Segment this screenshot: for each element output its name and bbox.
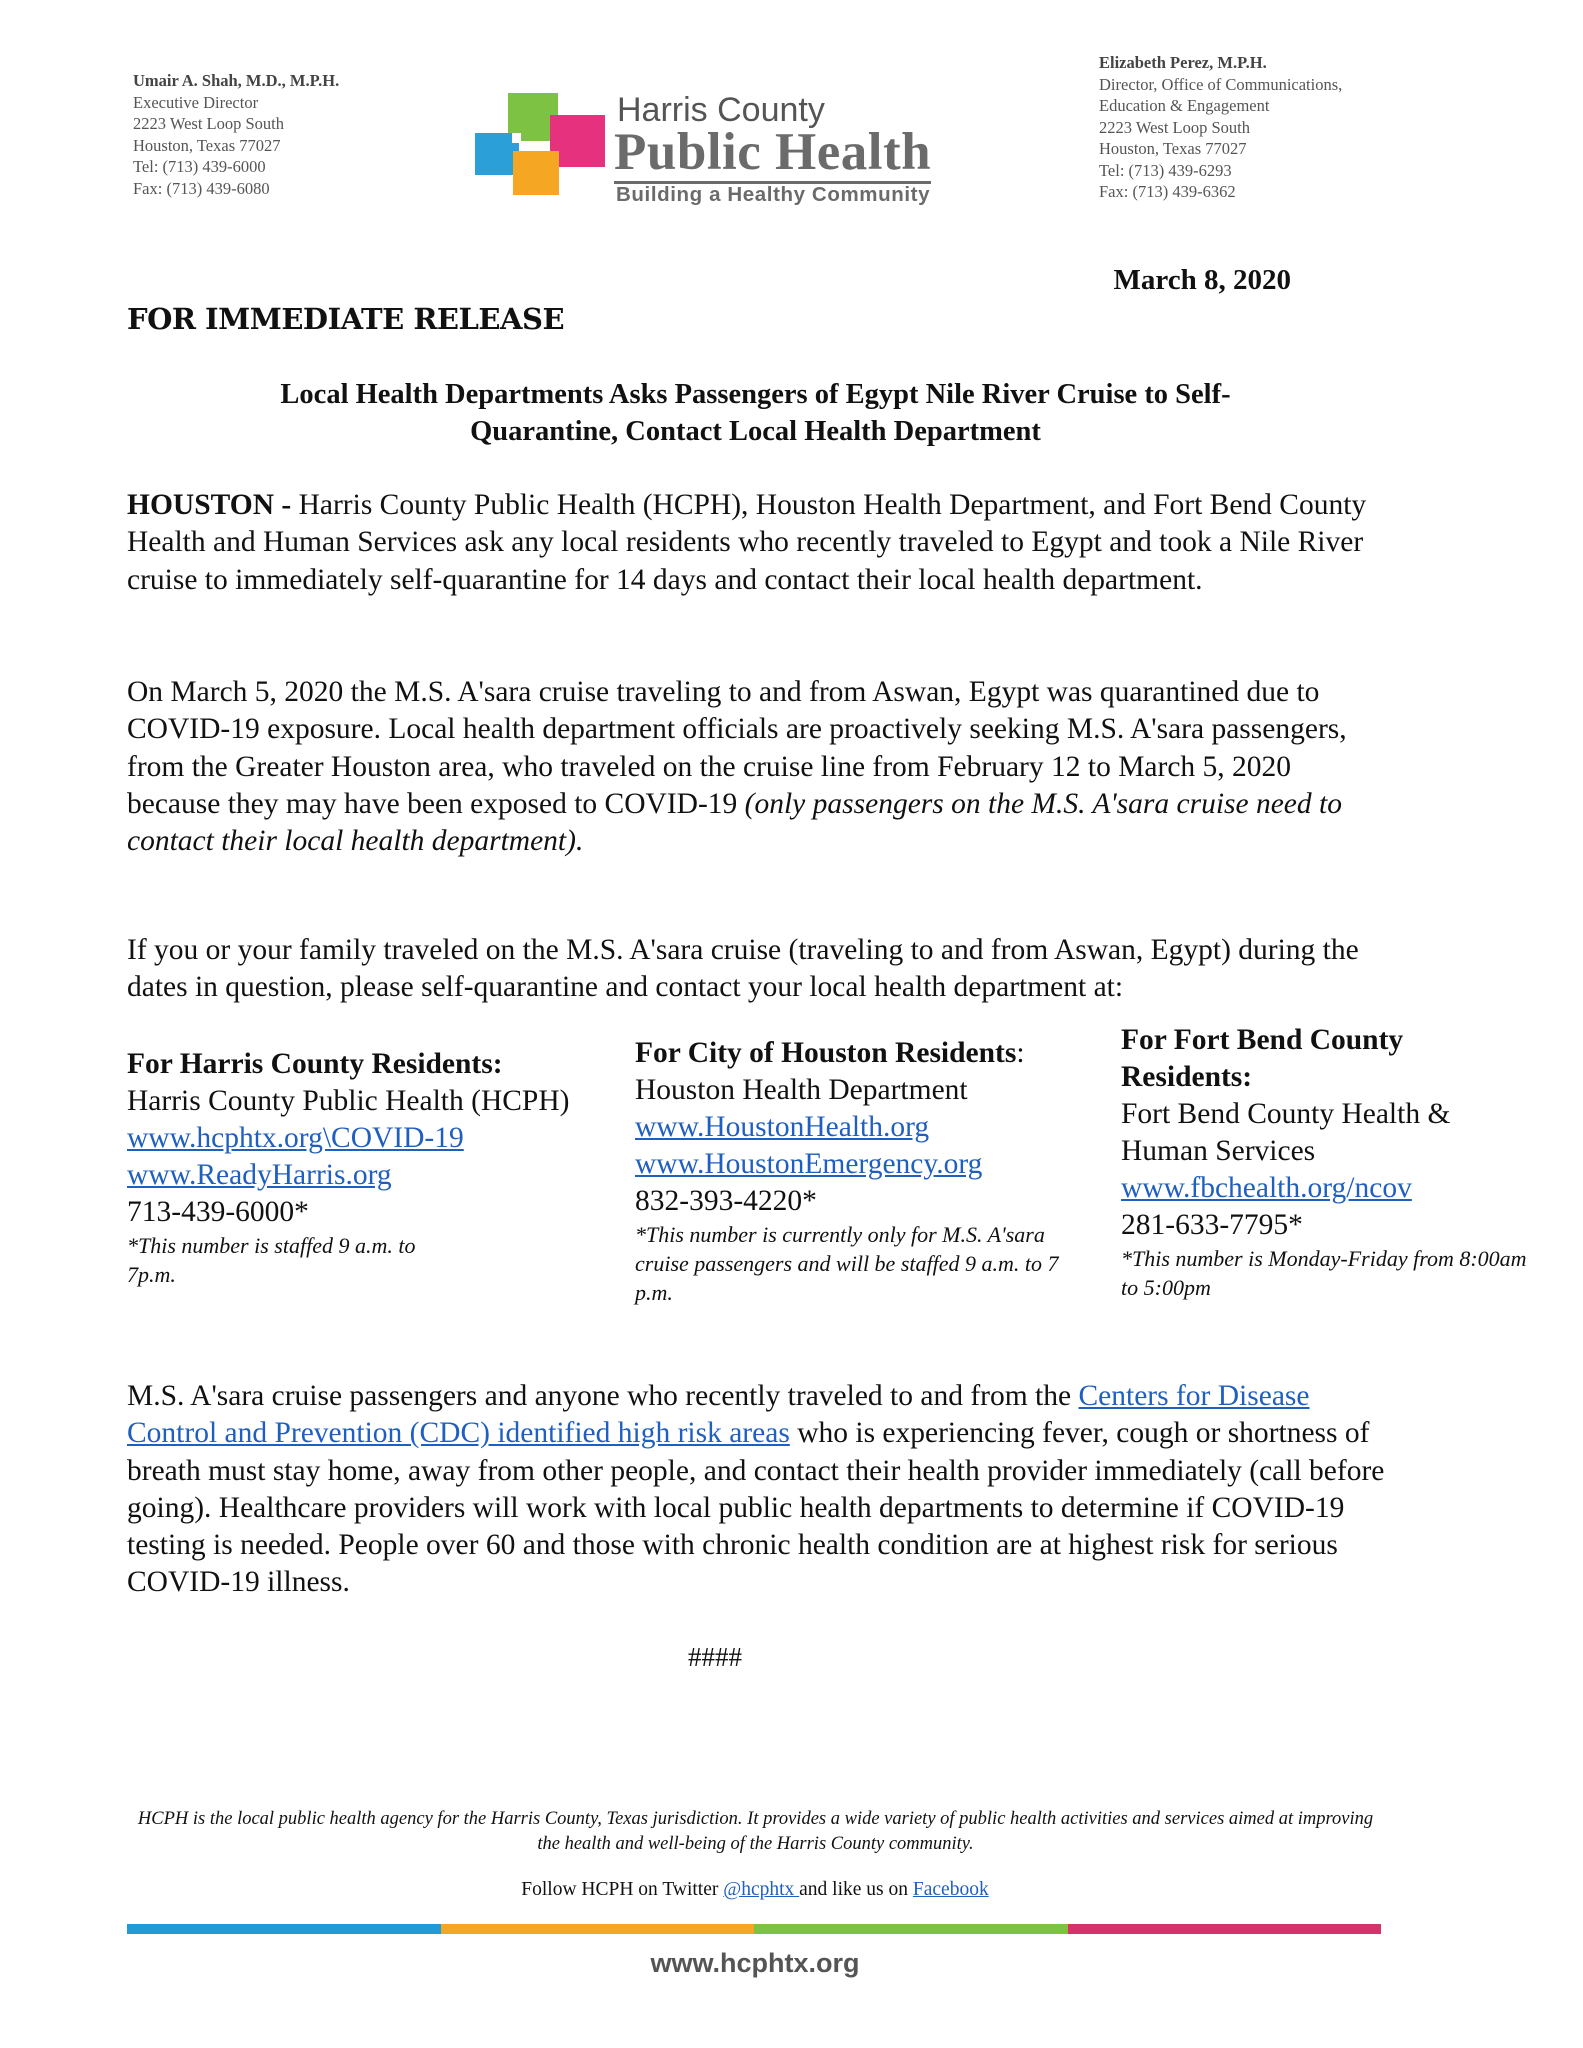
footer-website: www.hcphtx.org xyxy=(650,1948,860,1978)
houston-contact-column xyxy=(635,1035,1075,1307)
column-heading: For City of Houston Residents xyxy=(635,1037,1017,1069)
follow-text: Follow HCPH on Twitter xyxy=(521,1879,724,1900)
communications-director-contact xyxy=(1099,52,1342,203)
column-org: Fort Bend County Health & Human Services xyxy=(1121,1098,1451,1167)
logo-harris-county: Harris County xyxy=(617,91,825,129)
hcph-logo-icon xyxy=(475,93,613,199)
contact-name: Elizabeth Perez, M.P.H. xyxy=(1099,53,1267,72)
release-date: March 8, 2020 xyxy=(1113,264,1291,296)
contact-line: Houston, Texas 77027 xyxy=(1099,139,1247,158)
color-bar-segment xyxy=(441,1924,755,1934)
logo-tagline: Building a Healthy Community xyxy=(616,183,931,206)
footer-color-bar xyxy=(127,1924,1381,1934)
footer-agency-note: HCPH is the local public health agency for the Harris County, Texas jurisdiction. It provides a wide variety of public health activities and services aimed at improving the health and well-being of the Harris County community. xyxy=(137,1809,1374,1854)
intro-paragraph xyxy=(127,487,1387,599)
contact-line: Education & Engagement xyxy=(1099,96,1270,115)
column-phone: 713-439-6000* xyxy=(127,1196,309,1228)
cdc-high-risk-areas-link[interactable]: Centers for Disease Control and Prevention (CDC) identified high risk areas xyxy=(127,1380,1310,1450)
column-phone: 832-393-4220* xyxy=(635,1185,817,1217)
houstonhealth-link[interactable]: www.HoustonHealth.org xyxy=(635,1111,930,1143)
color-bar-segment xyxy=(127,1924,441,1934)
release-label: FOR IMMEDIATE RELEASE xyxy=(127,302,565,336)
logo-orange-square xyxy=(513,151,559,195)
contact-line: Director, Office of Communications, xyxy=(1099,74,1343,94)
contact-line: 2223 West Loop South xyxy=(1099,117,1250,137)
end-mark: #### xyxy=(688,1642,742,1672)
paragraph-text: On March 5, 2020 the M.S. A'sara cruise traveling to and from Aswan, Egypt was quarantined due to COVID-19 exposure. Local health department officials are proactively seeking M.S. A'sara passengers, from the Greater Houston area, who traveled on the cruise line from February 12 to March 5, 2020 because they may have been exposed to COVID-19 xyxy=(127,676,1347,820)
contact-line: Houston, Texas 77027 xyxy=(133,135,281,155)
contact-line: Tel: (713) 439-6293 xyxy=(1099,160,1232,180)
follow-text: and like us on xyxy=(799,1879,913,1900)
fbchealth-link[interactable]: www.fbchealth.org/ncov xyxy=(1121,1172,1412,1204)
color-bar-segment xyxy=(1068,1924,1382,1934)
contact-line: Fax: (713) 439-6362 xyxy=(1099,182,1236,201)
hcph-covid-link[interactable]: www.hcphtx.org\COVID-19 xyxy=(127,1122,464,1154)
logo-public-health: Public Health xyxy=(614,125,931,184)
quarantine-paragraph xyxy=(127,674,1387,860)
dateline: HOUSTON - xyxy=(127,489,292,521)
contact-name: Umair A. Shah, M.D., M.P.H. xyxy=(133,71,340,90)
paragraph-text: If you or your family traveled on the M.S. A'sara cruise (traveling to and from Aswan, Egypt) during the dates in question, please self-quarantine and contact your local health department at: xyxy=(127,934,1359,1004)
contact-line: 2223 West Loop South xyxy=(133,114,284,133)
executive-director-contact xyxy=(133,70,339,199)
harris-county-contact-column xyxy=(127,1046,597,1289)
headline-line: Local Health Departments Asks Passengers of Egypt Nile River Cruise to Self- xyxy=(280,379,1231,410)
headline-line: Quarantine, Contact Local Health Department xyxy=(470,416,1041,447)
paragraph-text: M.S. A'sara cruise passengers and anyone who recently traveled to and from the xyxy=(127,1380,1079,1412)
column-phone: 281-633-7795* xyxy=(1121,1209,1303,1241)
paragraph-italic-note: (only passengers on the M.S. A'sara cruise need to contact their local health department). xyxy=(127,787,1342,858)
contact-line: Tel: (713) 439-6000 xyxy=(133,157,266,176)
column-heading-suffix: : xyxy=(1016,1037,1025,1069)
readyharris-link[interactable]: www.ReadyHarris.org xyxy=(127,1159,392,1191)
contact-line: Fax: (713) 439-6080 xyxy=(133,178,270,198)
column-org: Harris County Public Health (HCPH) xyxy=(127,1085,570,1117)
fort-bend-contact-column xyxy=(1121,1022,1541,1302)
column-note: *This number is Monday-Friday from 8:00am to 5:00pm xyxy=(1121,1246,1527,1300)
paragraph-text: who is experiencing fever, cough or shortness of breath must stay home, away from other people, and contact their health provider immediately (call before going). Healthcare providers will work with local public health departments to determine if COVID-19 testing is needed. People over 60 and those with chronic health condition are at highest risk for serious COVID-19 illness. xyxy=(127,1417,1385,1599)
facebook-link[interactable]: Facebook xyxy=(912,1879,989,1900)
follow-line xyxy=(0,1879,1510,1901)
contact-line: Executive Director xyxy=(133,92,259,112)
headline xyxy=(127,376,1384,450)
column-heading: For Harris County Residents: xyxy=(127,1048,503,1080)
cdc-guidance-paragraph xyxy=(127,1378,1387,1602)
column-note: *This number is staffed 9 a.m. to 7p.m. xyxy=(127,1233,416,1287)
color-bar-segment xyxy=(754,1924,1068,1934)
twitter-link[interactable]: @hcphtx xyxy=(723,1879,800,1900)
column-note: *This number is currently only for M.S. A'sara cruise passengers and will be staffed 9 a.m. to 7 p.m. xyxy=(635,1222,1059,1305)
houstonemergency-link[interactable]: www.HoustonEmergency.org xyxy=(635,1148,983,1180)
column-heading: For Fort Bend County Residents: xyxy=(1121,1024,1404,1093)
contact-instructions-paragraph xyxy=(127,932,1387,1007)
column-org: Houston Health Department xyxy=(635,1074,968,1106)
paragraph-text: Harris County Public Health (HCPH), Houston Health Department, and Fort Bend County Health and Human Services ask any local residents who recently traveled to Egypt and took a Nile River cruise to immediately self-quarantine for 14 days and contact their local health department. xyxy=(127,489,1367,596)
